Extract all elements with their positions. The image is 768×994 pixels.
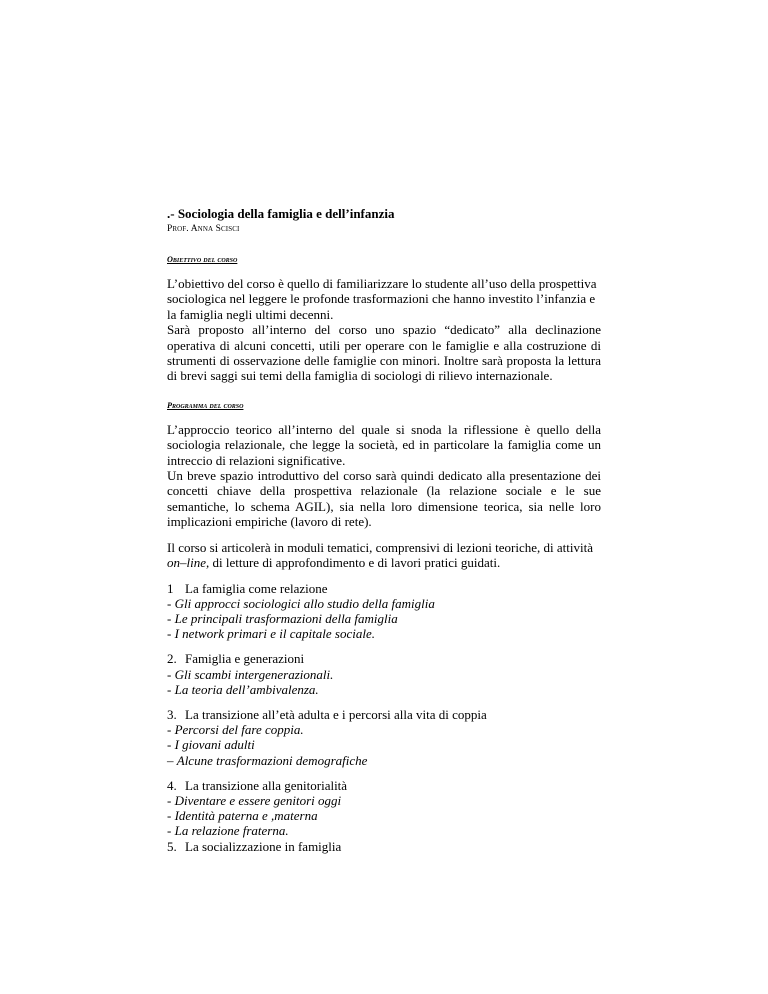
list-dash: - <box>167 610 175 626</box>
module-item <box>167 682 601 697</box>
list-dash: - <box>167 666 175 682</box>
module-number: 1 <box>167 580 174 596</box>
objective-paragraph-2: Sarà proposto all’interno del corso uno spazio “dedicato” alla declinazione operativa di alcuni concetti, utili per operare con le famiglie e alla costruzione di strumenti di osservazione delle famiglie con minori. Inoltre sarà proposta la lettura di brevi saggi sui temi della famiglia di sociologi di rilievo internazionale. <box>167 322 601 384</box>
module-item-text: La relazione fraterna. <box>174 823 289 839</box>
module-item <box>167 596 601 611</box>
module-title-text: Famiglia e generazioni <box>185 651 305 667</box>
module-item <box>167 667 601 682</box>
module-item-text: Identità paterna e ,materna <box>174 808 318 824</box>
program-paragraph-3-italic: on–line, <box>167 555 210 571</box>
module-4 <box>167 778 601 839</box>
list-dash: - <box>167 808 175 824</box>
module-item-text: Diventare e essere genitori oggi <box>174 792 342 808</box>
module-title <box>167 778 601 793</box>
module-number: 3. <box>167 706 177 722</box>
program-paragraph-3-start: Il corso si articolerà in moduli tematici, comprensivi di lezioni teoriche, di attività <box>167 539 593 555</box>
module-item <box>167 808 601 823</box>
list-dash: - <box>167 681 175 697</box>
list-dash: - <box>167 626 175 642</box>
module-item <box>167 793 601 808</box>
list-dash: - <box>167 823 175 839</box>
module-2 <box>167 651 601 697</box>
module-title <box>167 651 601 666</box>
list-dash: – <box>167 752 177 768</box>
module-title <box>167 581 601 596</box>
document-page <box>167 206 601 854</box>
module-number: 5. <box>167 838 177 854</box>
module-title-text: La famiglia come relazione <box>185 580 328 596</box>
module-item <box>167 611 601 626</box>
module-item-text: Le principali trasformazioni della famiglia <box>174 610 398 626</box>
module-item <box>167 753 601 768</box>
program-paragraph-1: L’approccio teorico all’interno del quale si snoda la riflessione è quello della sociologia relazionale, che legge la società, ed in particolare la famiglia come un intreccio di relazioni significative. <box>167 421 601 468</box>
module-item <box>167 626 601 641</box>
module-item-text: I network primari e il capitale sociale. <box>174 626 375 642</box>
module-item-text: Gli scambi intergenerazionali. <box>174 666 334 682</box>
module-5 <box>167 839 601 854</box>
list-dash: - <box>167 595 175 611</box>
module-title-text: La socializzazione in famiglia <box>185 838 342 854</box>
list-dash: - <box>167 737 175 753</box>
module-title <box>167 707 601 722</box>
program-heading: Programma del corso <box>167 400 244 410</box>
course-author: Prof. Anna Scisci <box>167 224 240 234</box>
module-item-text: Alcune trasformazioni demografiche <box>176 752 368 768</box>
module-item-text: La teoria dell’ambivalenza. <box>174 681 319 697</box>
module-title-text: La transizione all’età adulta e i percorsi alla vita di coppia <box>185 706 487 722</box>
program-paragraph-2: Un breve spazio introduttivo del corso sarà quindi dedicato alla presentazione dei concetti chiave della prospettiva relazionale (la relazione sociale e le sue semantiche, lo schema AGIL), sia nella loro dimensione teorica, sia nelle loro implicazioni empiriche (lavoro di rete). <box>167 468 601 530</box>
program-paragraph-3-end: di letture di approfondimento e di lavori pratici guidati. <box>209 555 501 571</box>
module-item <box>167 722 601 737</box>
list-dash: - <box>167 792 175 808</box>
module-item-text: Gli approcci sociologici allo studio della famiglia <box>174 595 435 611</box>
course-title: .- Sociologia della famiglia e dell’infanzia <box>167 206 395 221</box>
module-number: 2. <box>167 651 177 667</box>
module-number: 4. <box>167 777 177 793</box>
module-1 <box>167 581 601 642</box>
module-3 <box>167 707 601 768</box>
list-dash: - <box>167 722 175 738</box>
program-paragraph-3 <box>167 540 601 571</box>
module-item-text: I giovani adulti <box>174 737 255 753</box>
module-title-text: La transizione alla genitorialità <box>185 777 348 793</box>
module-title <box>167 839 601 854</box>
objective-heading: Obiettivo del corso <box>167 255 238 264</box>
module-item <box>167 823 601 838</box>
module-item-text: Percorsi del fare coppia. <box>174 722 304 738</box>
module-item <box>167 737 601 752</box>
objective-paragraph-1: L’obiettivo del corso è quello di familiarizzare lo studente all’uso della prospettiva sociologica nel leggere le profonde trasformazioni che hanno investito l’infanzia e la famiglia negli ultimi decenni. <box>167 276 597 322</box>
